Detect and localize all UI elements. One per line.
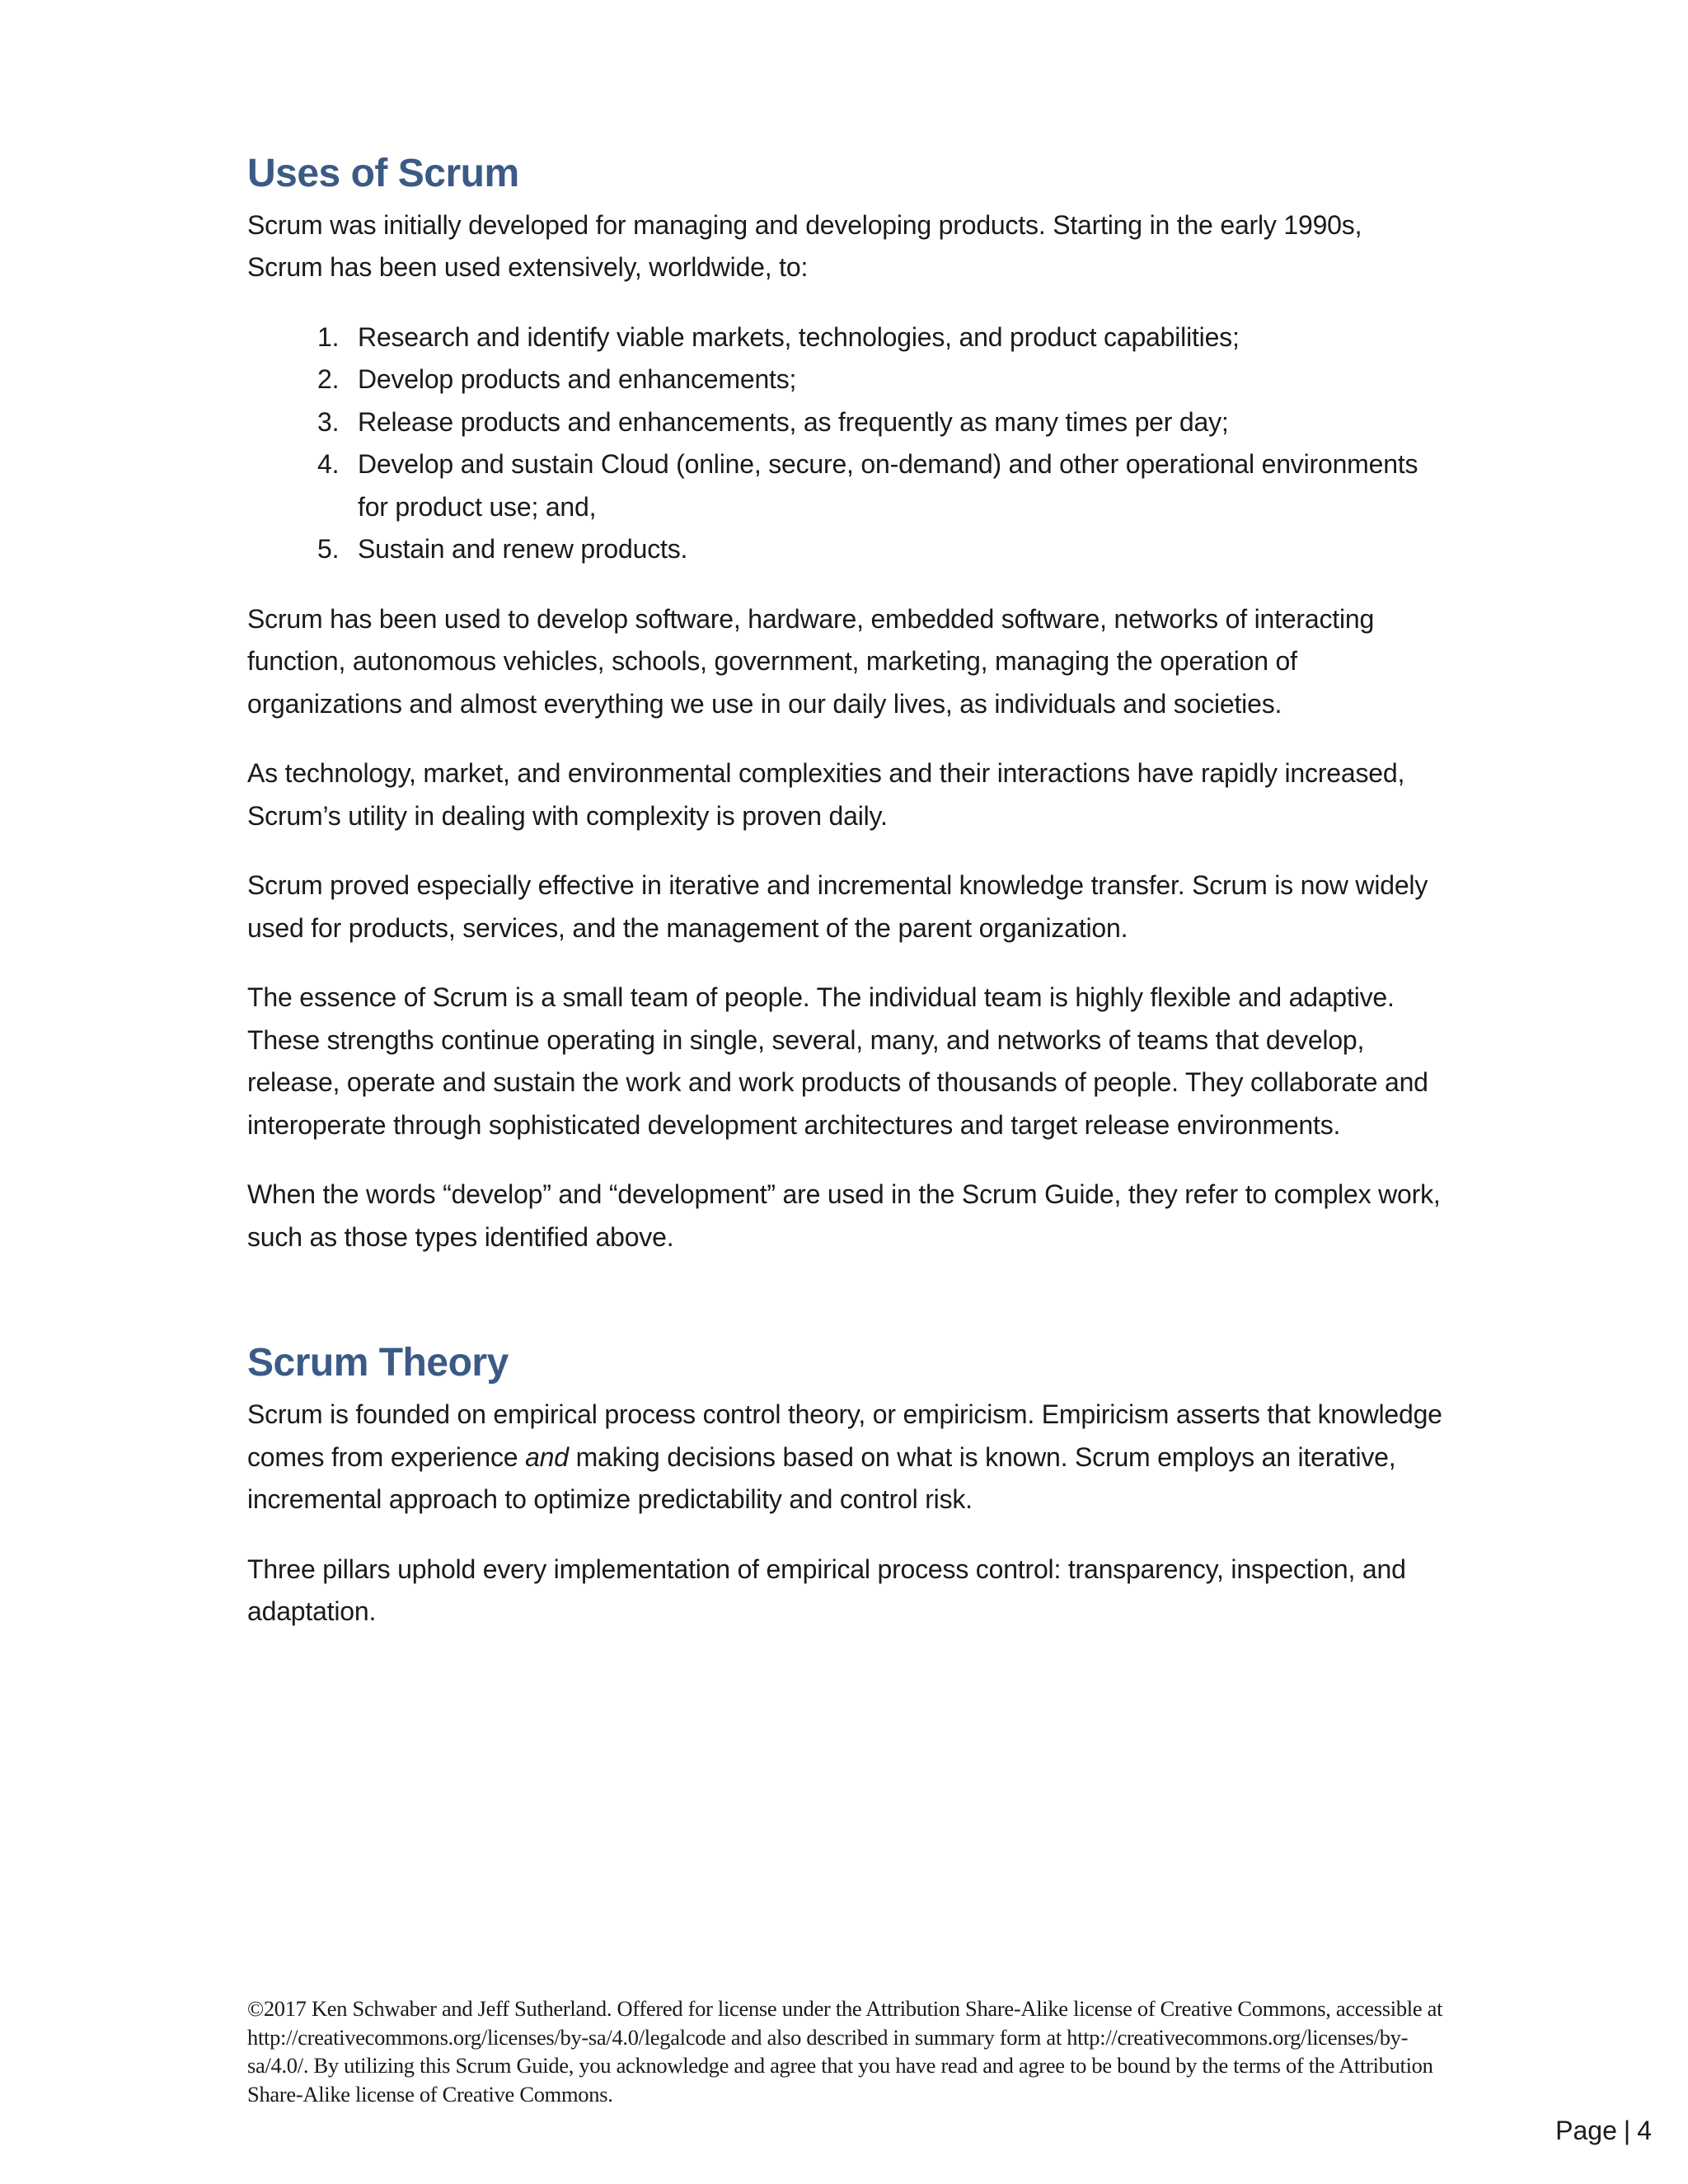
list-item: 2. Develop products and enhancements; (346, 359, 1442, 401)
section-spacer (247, 1286, 1442, 1342)
list-item: 1. Research and identify viable markets, technologies, and product capabilities; (346, 316, 1442, 359)
uses-paragraph-essence: The essence of Scrum is a small team of people. The individual team is highly flexible and adaptive. These strengths continue operating in single, several, many, and networks of teams that develop, release, operate and sustain the work and work products of thousands of people. They collaborate and interoperate through sophisticated development architectures and target release environments. (247, 982, 1428, 1140)
uses-paragraph-knowledge-transfer: Scrum proved especially effective in iterative and incremental knowledge transfer. Scrum is now widely used for products, services, and the management of the parent organization. (247, 870, 1428, 943)
theory-emphasis-and: and (525, 1441, 569, 1472)
page-number (1555, 2114, 1652, 2147)
uses-intro-paragraph: Scrum was initially developed for managing and developing products. Starting in the early 1990s, Scrum has been used extensively, worldwide, to: (247, 209, 1362, 283)
uses-paragraph-domains: Scrum has been used to develop software, hardware, embedded software, networks of interacting function, autonomous vehicles, schools, government, marketing, managing the operation of organizations and almost everything we use in our daily lives, as individuals and societies. (247, 603, 1375, 719)
uses-paragraph-complexity: As technology, market, and environmental complexities and their interactions have rapidly increased, Scrum’s utility in dealing with complexity is proven daily. (247, 758, 1405, 831)
list-item: 5. Sustain and renew products. (346, 528, 1442, 571)
footer-license-notice: ©2017 Ken Schwaber and Jeff Sutherland. Offered for license under the Attribution Share-Alike license of Creative Commons, accessible at http://creativecommons.org/licenses/by-sa/4.0/legalcode and also described in summary form at http://creativecommons.org/licenses/by-sa/4.0/. By utilizing this Scrum Guide, you acknowledge and agree that you have read and agree to be bound by the terms of the Attribution Share-Alike license of Creative Commons. (247, 1996, 1443, 2107)
heading-scrum-theory: Scrum Theory (247, 1341, 509, 1385)
theory-text-after: making decisions based on what is known. Scrum employs an iterative, incremental approach to optimize predictability and control risk. (247, 1441, 1396, 1515)
page-separator: | (1623, 2116, 1631, 2145)
list-item: 4. Develop and sustain Cloud (online, secure, on-demand) and other operational environments for product use; and, (346, 443, 1442, 528)
page-content (247, 152, 1442, 1661)
theory-paragraph-pillars: Three pillars uphold every implementation of empirical process control: transparency, inspection, and adaptation. (247, 1554, 1406, 1627)
theory-text-before: Scrum is founded on empirical process control theory, or empiricism. Empiricism asserts that knowledge comes from experience (247, 1399, 1442, 1472)
page-number-value: 4 (1637, 2116, 1652, 2145)
theory-paragraph-empiricism (247, 1394, 1442, 1521)
uses-paragraph-develop-definition: When the words “develop” and “development” are used in the Scrum Guide, they refer to complex work, such as those types identified above. (247, 1179, 1441, 1252)
list-item: 3. Release products and enhancements, as frequently as many times per day; (346, 401, 1442, 444)
heading-uses-of-scrum: Uses of Scrum (247, 152, 519, 195)
page-label: Page (1555, 2116, 1617, 2145)
uses-list (247, 316, 1442, 571)
